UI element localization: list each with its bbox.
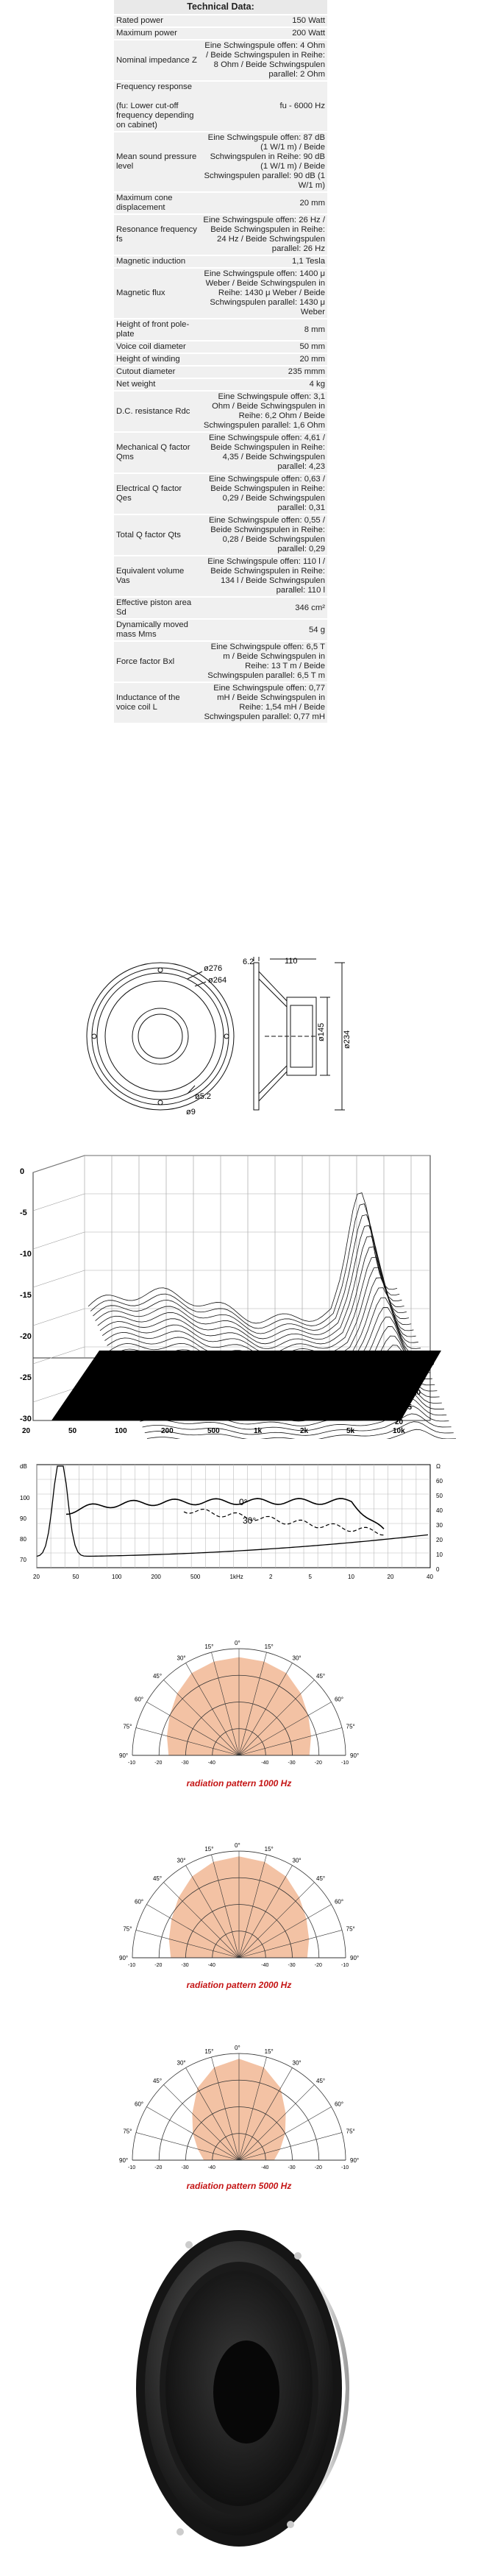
spec-label: Force factor Bxl bbox=[114, 642, 201, 682]
spec-title: Technical Data: bbox=[114, 0, 327, 14]
radius-label: -40 bbox=[207, 1761, 215, 1766]
radius-label: -20 bbox=[154, 1761, 163, 1766]
right-tick: 60 bbox=[436, 1478, 443, 1485]
angle-label: 60° bbox=[334, 1696, 344, 1703]
spec-label: Maximum power bbox=[114, 28, 201, 39]
angle-label: 60° bbox=[135, 1898, 144, 1906]
spec-label: Height of front pole-plate bbox=[114, 319, 201, 340]
radius-label: -20 bbox=[154, 2165, 163, 2170]
spec-row bbox=[114, 319, 327, 340]
waterfall-x-tick: 10k bbox=[393, 1427, 405, 1435]
radius-label: -20 bbox=[314, 1963, 322, 1968]
label-0deg: 0° bbox=[239, 1497, 248, 1507]
angle-label: 75° bbox=[123, 1925, 132, 1933]
spec-label: Magnetic induction bbox=[114, 256, 201, 267]
x-tick: 100 bbox=[112, 1574, 122, 1580]
angle-label: 45° bbox=[316, 1672, 326, 1680]
waterfall-x-tick: 1k bbox=[254, 1427, 263, 1435]
radius-label: -40 bbox=[261, 1963, 269, 1968]
spec-label: Mechanical Q factor Qms bbox=[114, 433, 201, 473]
angle-label: 75° bbox=[123, 1723, 132, 1730]
x-tick: 40 bbox=[427, 1574, 433, 1580]
spec-row bbox=[114, 40, 327, 80]
radius-label: -30 bbox=[288, 2165, 296, 2170]
left-tick: 70 bbox=[20, 1557, 26, 1563]
polar-caption-2000hz: radiation pattern 2000 Hz bbox=[186, 1980, 292, 1990]
spec-value: fu - 6000 Hz bbox=[201, 82, 327, 131]
spec-value: Eine Schwingspule offen: 1400 μ Weber / Beide Schwingspulen in Reihe: 1430 μ Weber / Beide Schwingspulen parallel: 1430 μ Weber bbox=[201, 269, 327, 318]
angle-label: 45° bbox=[152, 1672, 163, 1680]
waterfall-x-tick: 100 bbox=[115, 1427, 127, 1435]
radius-label: -20 bbox=[314, 1761, 322, 1766]
spec-row bbox=[114, 620, 327, 640]
angle-label: 30° bbox=[176, 1857, 186, 1864]
angle-label: 75° bbox=[346, 1723, 355, 1730]
angle-label: 15° bbox=[264, 1846, 274, 1853]
waterfall-y-tick: -20 bbox=[20, 1332, 32, 1341]
spec-row bbox=[114, 642, 327, 682]
speaker-photo bbox=[136, 2215, 349, 2561]
spec-row bbox=[114, 256, 327, 267]
x-tick: 500 bbox=[190, 1574, 201, 1580]
spec-row bbox=[114, 354, 327, 365]
radius-label: -10 bbox=[128, 1963, 136, 1968]
spec-row bbox=[114, 367, 327, 378]
angle-label: 60° bbox=[135, 1696, 144, 1703]
waterfall-time-tick: 5 bbox=[421, 1374, 426, 1382]
spec-value: Eine Schwingspule offen: 6,5 T m / Beide Schwingspulen in Reihe: 13 T m / Beide Schwingspulen parallel: 6,5 T m bbox=[201, 642, 327, 682]
waterfall-y-tick: -15 bbox=[20, 1291, 32, 1300]
spec-value: 20 mm bbox=[201, 354, 327, 365]
radius-label: -40 bbox=[207, 2165, 215, 2170]
right-tick: 30 bbox=[436, 1522, 443, 1529]
radius-label: -30 bbox=[181, 1761, 189, 1766]
waterfall-y-tick: -25 bbox=[20, 1373, 32, 1382]
angle-label: 30° bbox=[292, 1857, 302, 1864]
spec-row bbox=[114, 82, 327, 131]
x-tick: 20 bbox=[33, 1574, 40, 1580]
spec-row bbox=[114, 269, 327, 318]
waterfall-y-tick: -30 bbox=[20, 1415, 32, 1423]
spec-value: Eine Schwingspule offen: 3,1 Ohm / Beide Schwingspulen in Reihe: 6,2 Ohm / Beide Schwingspulen parallel: 1,6 Ohm bbox=[201, 392, 327, 431]
polar-caption-1000hz: radiation pattern 1000 Hz bbox=[186, 1778, 292, 1788]
angle-label: 60° bbox=[135, 2101, 144, 2108]
radius-label: -30 bbox=[181, 1963, 189, 1968]
spec-label: Resonance frequency fs bbox=[114, 215, 201, 255]
spec-value: 54 g bbox=[201, 620, 327, 640]
spec-value: Eine Schwingspule offen: 87 dB (1 W/1 m) / Beide Schwingspulen in Reihe: 90 dB (1 W/1 m) / Beide Schwingspulen parallel: 90 dB (1 W/1 m) bbox=[201, 132, 327, 191]
waterfall-time-tick: 0 bbox=[430, 1359, 435, 1367]
angle-label: 15° bbox=[204, 1643, 214, 1651]
spec-row bbox=[114, 28, 327, 39]
spec-value: Eine Schwingspule offen: 0,55 / Beide Schwingspulen in Reihe: 0,28 / Beide Schwingspulen parallel: 0,29 bbox=[201, 515, 327, 555]
angle-label: 75° bbox=[346, 1925, 355, 1933]
angle-label: 0° bbox=[235, 2045, 240, 2051]
spec-label: Maximum cone displacement bbox=[114, 193, 201, 213]
waterfall-x-tick: 2k bbox=[300, 1427, 309, 1435]
left-tick: 90 bbox=[20, 1515, 26, 1522]
waterfall-plot bbox=[18, 1152, 460, 1439]
spec-value: Eine Schwingspule offen: 0,63 / Beide Schwingspulen in Reihe: 0,29 / Beide Schwingspulen parallel: 0,31 bbox=[201, 474, 327, 514]
dim-234: ø234 bbox=[343, 1030, 352, 1049]
spec-value: 8 mm bbox=[201, 319, 327, 340]
right-tick: 20 bbox=[436, 1537, 443, 1543]
dim-6-2: 6.2 bbox=[243, 958, 254, 966]
spec-value: 200 Watt bbox=[201, 28, 327, 39]
angle-label: 90° bbox=[350, 2157, 360, 2164]
spec-value: 1,1 Tesla bbox=[201, 256, 327, 267]
spec-row bbox=[114, 215, 327, 255]
dim-264: ø264 bbox=[208, 976, 227, 985]
spec-row bbox=[114, 515, 327, 555]
left-tick: 100 bbox=[20, 1495, 30, 1501]
polar-plot-2000hz bbox=[103, 1829, 375, 1976]
x-tick: 50 bbox=[72, 1574, 79, 1580]
spec-value: Eine Schwingspule offen: 110 l / Beide Schwingspulen in Reihe: 134 l / Beide Schwingspulen parallel: 110 l bbox=[201, 556, 327, 596]
spec-label: Mean sound pressure level bbox=[114, 132, 201, 191]
waterfall-x-tick: 5k bbox=[346, 1427, 355, 1435]
x-tick: 2 bbox=[269, 1574, 273, 1580]
dim-5-2: ø5.2 bbox=[195, 1092, 212, 1101]
spec-value: 150 Watt bbox=[201, 15, 327, 26]
angle-label: 90° bbox=[119, 1752, 129, 1759]
x-tick: 20 bbox=[387, 1574, 394, 1580]
spec-label: Total Q factor Qts bbox=[114, 515, 201, 555]
spec-value: Eine Schwingspule offen: 4,61 / Beide Schwingspulen in Reihe: 4,35 / Beide Schwingspulen parallel: 4,23 bbox=[201, 433, 327, 473]
radius-label: -40 bbox=[261, 1761, 269, 1766]
spec-row bbox=[114, 598, 327, 618]
label-30deg: 30° bbox=[243, 1515, 257, 1526]
dim-9: ø9 bbox=[186, 1108, 196, 1117]
spec-label: Dynamically moved mass Mms bbox=[114, 620, 201, 640]
spec-row bbox=[114, 342, 327, 353]
angle-label: 45° bbox=[316, 2077, 326, 2084]
spec-value: Eine Schwingspule offen: 0,77 mH / Beide Schwingspulen in Reihe: 1,54 mH / Beide Schwingspulen parallel: 0,77 mH bbox=[201, 683, 327, 723]
right-tick: 40 bbox=[436, 1507, 443, 1514]
angle-label: 15° bbox=[204, 2048, 214, 2056]
polar-caption-5000hz: radiation pattern 5000 Hz bbox=[186, 2181, 292, 2191]
spec-value: 50 mm bbox=[201, 342, 327, 353]
radius-label: -30 bbox=[288, 1761, 296, 1766]
angle-label: 45° bbox=[316, 1875, 326, 1882]
polar-plot-5000hz bbox=[103, 2031, 375, 2179]
x-tick: 5 bbox=[308, 1574, 312, 1580]
spec-label: Height of winding bbox=[114, 354, 201, 365]
waterfall-x-tick: 50 bbox=[68, 1427, 77, 1435]
angle-label: 15° bbox=[204, 1846, 214, 1853]
spec-row bbox=[114, 193, 327, 213]
radius-label: -30 bbox=[181, 2165, 189, 2170]
angle-label: 45° bbox=[152, 1875, 163, 1882]
spec-row bbox=[114, 556, 327, 596]
waterfall-x-tick: 200 bbox=[161, 1427, 174, 1435]
waterfall-time-tick: 15 bbox=[404, 1404, 413, 1412]
spec-table bbox=[114, 0, 327, 724]
spec-value: 4 kg bbox=[201, 379, 327, 390]
spec-label: Net weight bbox=[114, 379, 201, 390]
radius-label: -10 bbox=[341, 1963, 349, 1968]
spec-value: 20 mm bbox=[201, 193, 327, 213]
spec-value: Eine Schwingspule offen: 4 Ohm / Beide Schwingspulen in Reihe: 8 Ohm / Beide Schwingspulen parallel: 2 Ohm bbox=[201, 40, 327, 80]
spec-label: D.C. resistance Rdc bbox=[114, 392, 201, 431]
spec-row bbox=[114, 474, 327, 514]
spec-label: Voice coil diameter bbox=[114, 342, 201, 353]
angle-label: 30° bbox=[176, 1655, 186, 1662]
radius-label: -40 bbox=[261, 2165, 269, 2170]
angle-label: 15° bbox=[264, 2048, 274, 2056]
angle-label: 60° bbox=[334, 2101, 344, 2108]
left-tick: 80 bbox=[20, 1536, 26, 1543]
angle-label: 30° bbox=[292, 2059, 302, 2067]
spec-row bbox=[114, 379, 327, 390]
radius-label: -20 bbox=[314, 2165, 322, 2170]
angle-label: 0° bbox=[235, 1842, 240, 1849]
angle-label: 30° bbox=[176, 2059, 186, 2067]
radius-label: -10 bbox=[341, 1761, 349, 1766]
right-tick: 10 bbox=[436, 1551, 443, 1558]
spec-row bbox=[114, 132, 327, 191]
waterfall-y-tick: -5 bbox=[20, 1209, 27, 1217]
x-tick: 10 bbox=[348, 1574, 354, 1580]
spec-label: Rated power bbox=[114, 15, 201, 26]
right-tick: 0 bbox=[436, 1566, 440, 1573]
spec-label: Electrical Q factor Qes bbox=[114, 474, 201, 514]
spec-label: Frequency response (fu: Lower cut-off frequency depending on cabinet) bbox=[114, 82, 201, 131]
left-tick: dB bbox=[20, 1463, 27, 1470]
angle-label: 30° bbox=[292, 1655, 302, 1662]
dim-276: ø276 bbox=[204, 964, 223, 973]
radius-label: -10 bbox=[128, 1761, 136, 1766]
angle-label: 15° bbox=[264, 1643, 274, 1651]
radius-label: -10 bbox=[128, 2165, 136, 2170]
waterfall-y-tick: 0 bbox=[20, 1167, 25, 1176]
angle-label: 90° bbox=[119, 2157, 129, 2164]
right-tick: Ω bbox=[436, 1463, 440, 1470]
spec-label: Magnetic flux bbox=[114, 269, 201, 318]
angle-label: 90° bbox=[350, 1752, 360, 1759]
waterfall-time-tick: 20 bbox=[395, 1418, 404, 1426]
waterfall-x-tick: 500 bbox=[207, 1427, 220, 1435]
radius-label: -10 bbox=[341, 2165, 349, 2170]
spec-label: Effective piston area Sd bbox=[114, 598, 201, 618]
right-tick: 50 bbox=[436, 1493, 443, 1499]
spec-row bbox=[114, 392, 327, 431]
spec-row bbox=[114, 15, 327, 26]
spec-label: Equivalent volume Vas bbox=[114, 556, 201, 596]
spec-row bbox=[114, 433, 327, 473]
dim-110: 110 bbox=[285, 957, 298, 966]
dimension-drawing bbox=[77, 957, 386, 1119]
spec-value: 235 mmm bbox=[201, 367, 327, 378]
angle-label: 60° bbox=[334, 1898, 344, 1906]
angle-label: 0° bbox=[235, 1640, 240, 1646]
polar-plot-1000hz bbox=[103, 1627, 375, 1774]
angle-label: 90° bbox=[119, 1955, 129, 1961]
angle-label: 75° bbox=[346, 2128, 355, 2135]
waterfall-x-tick: 20 bbox=[22, 1427, 31, 1435]
radius-label: -20 bbox=[154, 1963, 163, 1968]
spec-row bbox=[114, 683, 327, 723]
waterfall-y-tick: -10 bbox=[20, 1250, 32, 1259]
angle-label: 90° bbox=[350, 1955, 360, 1961]
spec-label: Nominal impedance Z bbox=[114, 40, 201, 80]
radius-label: -30 bbox=[288, 1963, 296, 1968]
x-tick: 1kHz bbox=[229, 1574, 243, 1580]
spec-label: Cutout diameter bbox=[114, 367, 201, 378]
spec-value: Eine Schwingspule offen: 26 Hz / Beide Schwingspulen in Reihe: 24 Hz / Beide Schwingspulen parallel: 26 Hz bbox=[201, 215, 327, 255]
x-tick: 200 bbox=[151, 1574, 161, 1580]
angle-label: 45° bbox=[152, 2077, 163, 2084]
angle-label: 75° bbox=[123, 2128, 132, 2135]
frequency-response-plot bbox=[18, 1461, 467, 1586]
waterfall-time-tick: 10 bbox=[413, 1389, 421, 1397]
radius-label: -40 bbox=[207, 1963, 215, 1968]
dim-145: ø145 bbox=[317, 1022, 326, 1041]
spec-value: 346 cm² bbox=[201, 598, 327, 618]
spec-label: Inductance of the voice coil L bbox=[114, 683, 201, 723]
